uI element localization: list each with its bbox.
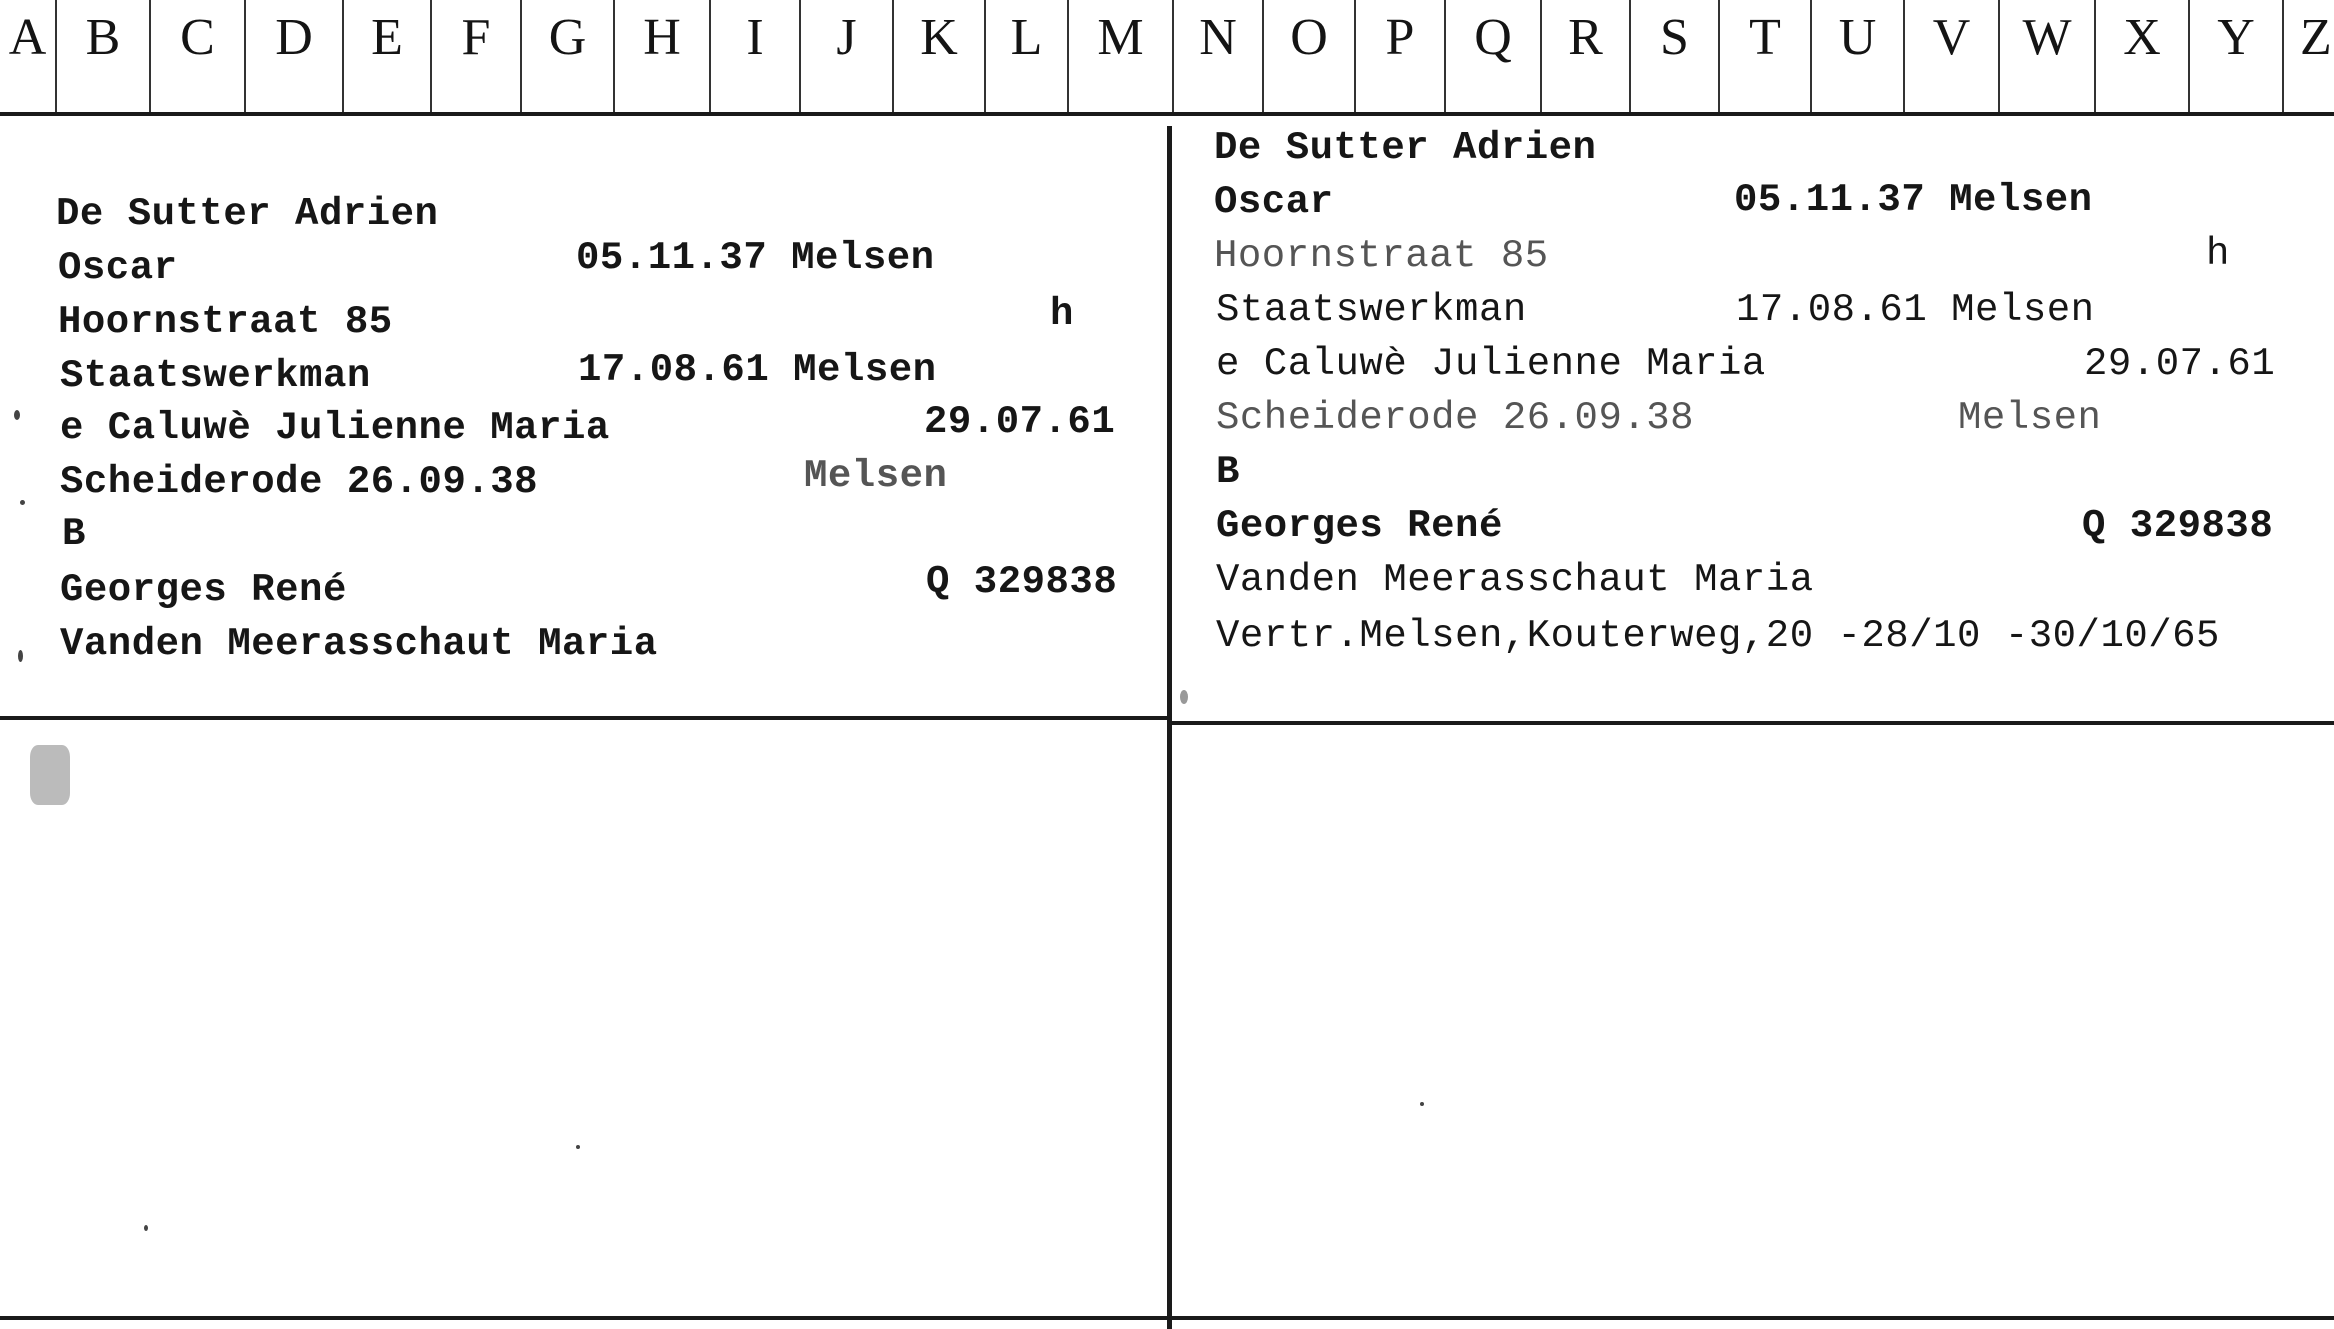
alpha-letter-p: P: [1356, 0, 1446, 112]
left-firstname: Oscar: [58, 246, 178, 290]
alpha-letter-o: O: [1264, 0, 1356, 112]
alpha-letter-f: F: [432, 0, 522, 112]
left-child-code: Q 329838: [926, 560, 1118, 604]
alpha-letter-v: V: [1905, 0, 2000, 112]
right-letter-b: B: [1216, 450, 1240, 494]
right-spouse: e Caluwè Julienne Maria: [1216, 342, 1766, 386]
scan-speck: [20, 500, 25, 505]
right-address: Hoornstraat 85: [1214, 234, 1549, 278]
alpha-letter-y: Y: [2190, 0, 2284, 112]
alpha-letter-t: T: [1720, 0, 1812, 112]
scan-speck: [14, 410, 20, 420]
right-child-code: Q 329838: [2082, 504, 2274, 548]
alpha-letter-e: E: [344, 0, 432, 112]
left-mark-h: h: [1050, 292, 1074, 336]
alpha-letter-a: A: [0, 0, 57, 112]
right-mark-h: h: [2206, 232, 2230, 276]
alpha-letter-x: X: [2096, 0, 2190, 112]
left-letter-b: B: [62, 512, 86, 556]
alpha-letter-u: U: [1812, 0, 1905, 112]
right-spouse-birth-place: Melsen: [1958, 396, 2102, 440]
left-spouse-birth-place: Melsen: [804, 454, 948, 498]
right-birth: 05.11.37 Melsen: [1734, 178, 2093, 222]
scan-speck: [30, 745, 70, 805]
left-marriage: 17.08.61 Melsen: [578, 348, 937, 392]
alpha-letter-m: M: [1069, 0, 1174, 112]
scan-speck: [1180, 690, 1188, 704]
alpha-letter-i: I: [711, 0, 801, 112]
alpha-letter-g: G: [522, 0, 615, 112]
alpha-letter-r: R: [1542, 0, 1631, 112]
left-record-card: [0, 120, 1170, 720]
alpha-letter-b: B: [57, 0, 151, 112]
alpha-letter-q: Q: [1446, 0, 1542, 112]
left-birth: 05.11.37 Melsen: [576, 236, 935, 280]
scan-speck: [144, 1225, 148, 1231]
right-transfer-note: Vertr.Melsen,Kouterweg,20 -28/10 -30/10/65: [1216, 614, 2220, 658]
left-surname: De Sutter Adrien: [56, 192, 439, 236]
right-mother: Vanden Meerasschaut Maria: [1216, 558, 1814, 602]
alpha-letter-s: S: [1631, 0, 1720, 112]
alpha-letter-d: D: [246, 0, 344, 112]
left-mother: Vanden Meerasschaut Maria: [60, 622, 658, 666]
left-spouse: e Caluwè Julienne Maria: [60, 406, 610, 450]
right-occupation: Staatswerkman: [1216, 288, 1527, 332]
right-spouse-birth: Scheiderode 26.09.38: [1216, 396, 1695, 440]
alpha-letter-n: N: [1174, 0, 1264, 112]
alpha-letter-l: L: [986, 0, 1069, 112]
right-child: Georges René: [1216, 504, 1503, 548]
right-firstname: Oscar: [1214, 180, 1334, 224]
right-marriage: 17.08.61 Melsen: [1736, 288, 2095, 332]
scan-speck: [576, 1145, 580, 1149]
left-occupation: Staatswerkman: [60, 354, 371, 398]
alpha-letter-z: Z: [2300, 9, 2332, 66]
page-bottom-rule: [0, 1316, 2334, 1320]
right-record-card: [1174, 120, 2334, 724]
scan-speck: [18, 650, 23, 662]
left-spouse-birth: Scheiderode 26.09.38: [60, 460, 539, 504]
alpha-letter-w: W: [2000, 0, 2096, 112]
right-spouse-date: 29.07.61: [2084, 342, 2276, 386]
alpha-letter-h: H: [615, 0, 711, 112]
left-child: Georges René: [60, 568, 347, 612]
alpha-letter-c: C: [151, 0, 246, 112]
right-surname: De Sutter Adrien: [1214, 126, 1597, 170]
scan-speck: [1420, 1102, 1424, 1106]
alpha-letter-j: J: [801, 0, 894, 112]
left-address: Hoornstraat 85: [58, 300, 393, 344]
left-spouse-date: 29.07.61: [924, 400, 1116, 444]
alpha-letter-k: K: [894, 0, 986, 112]
alphabet-index-strip: [0, 0, 2334, 116]
